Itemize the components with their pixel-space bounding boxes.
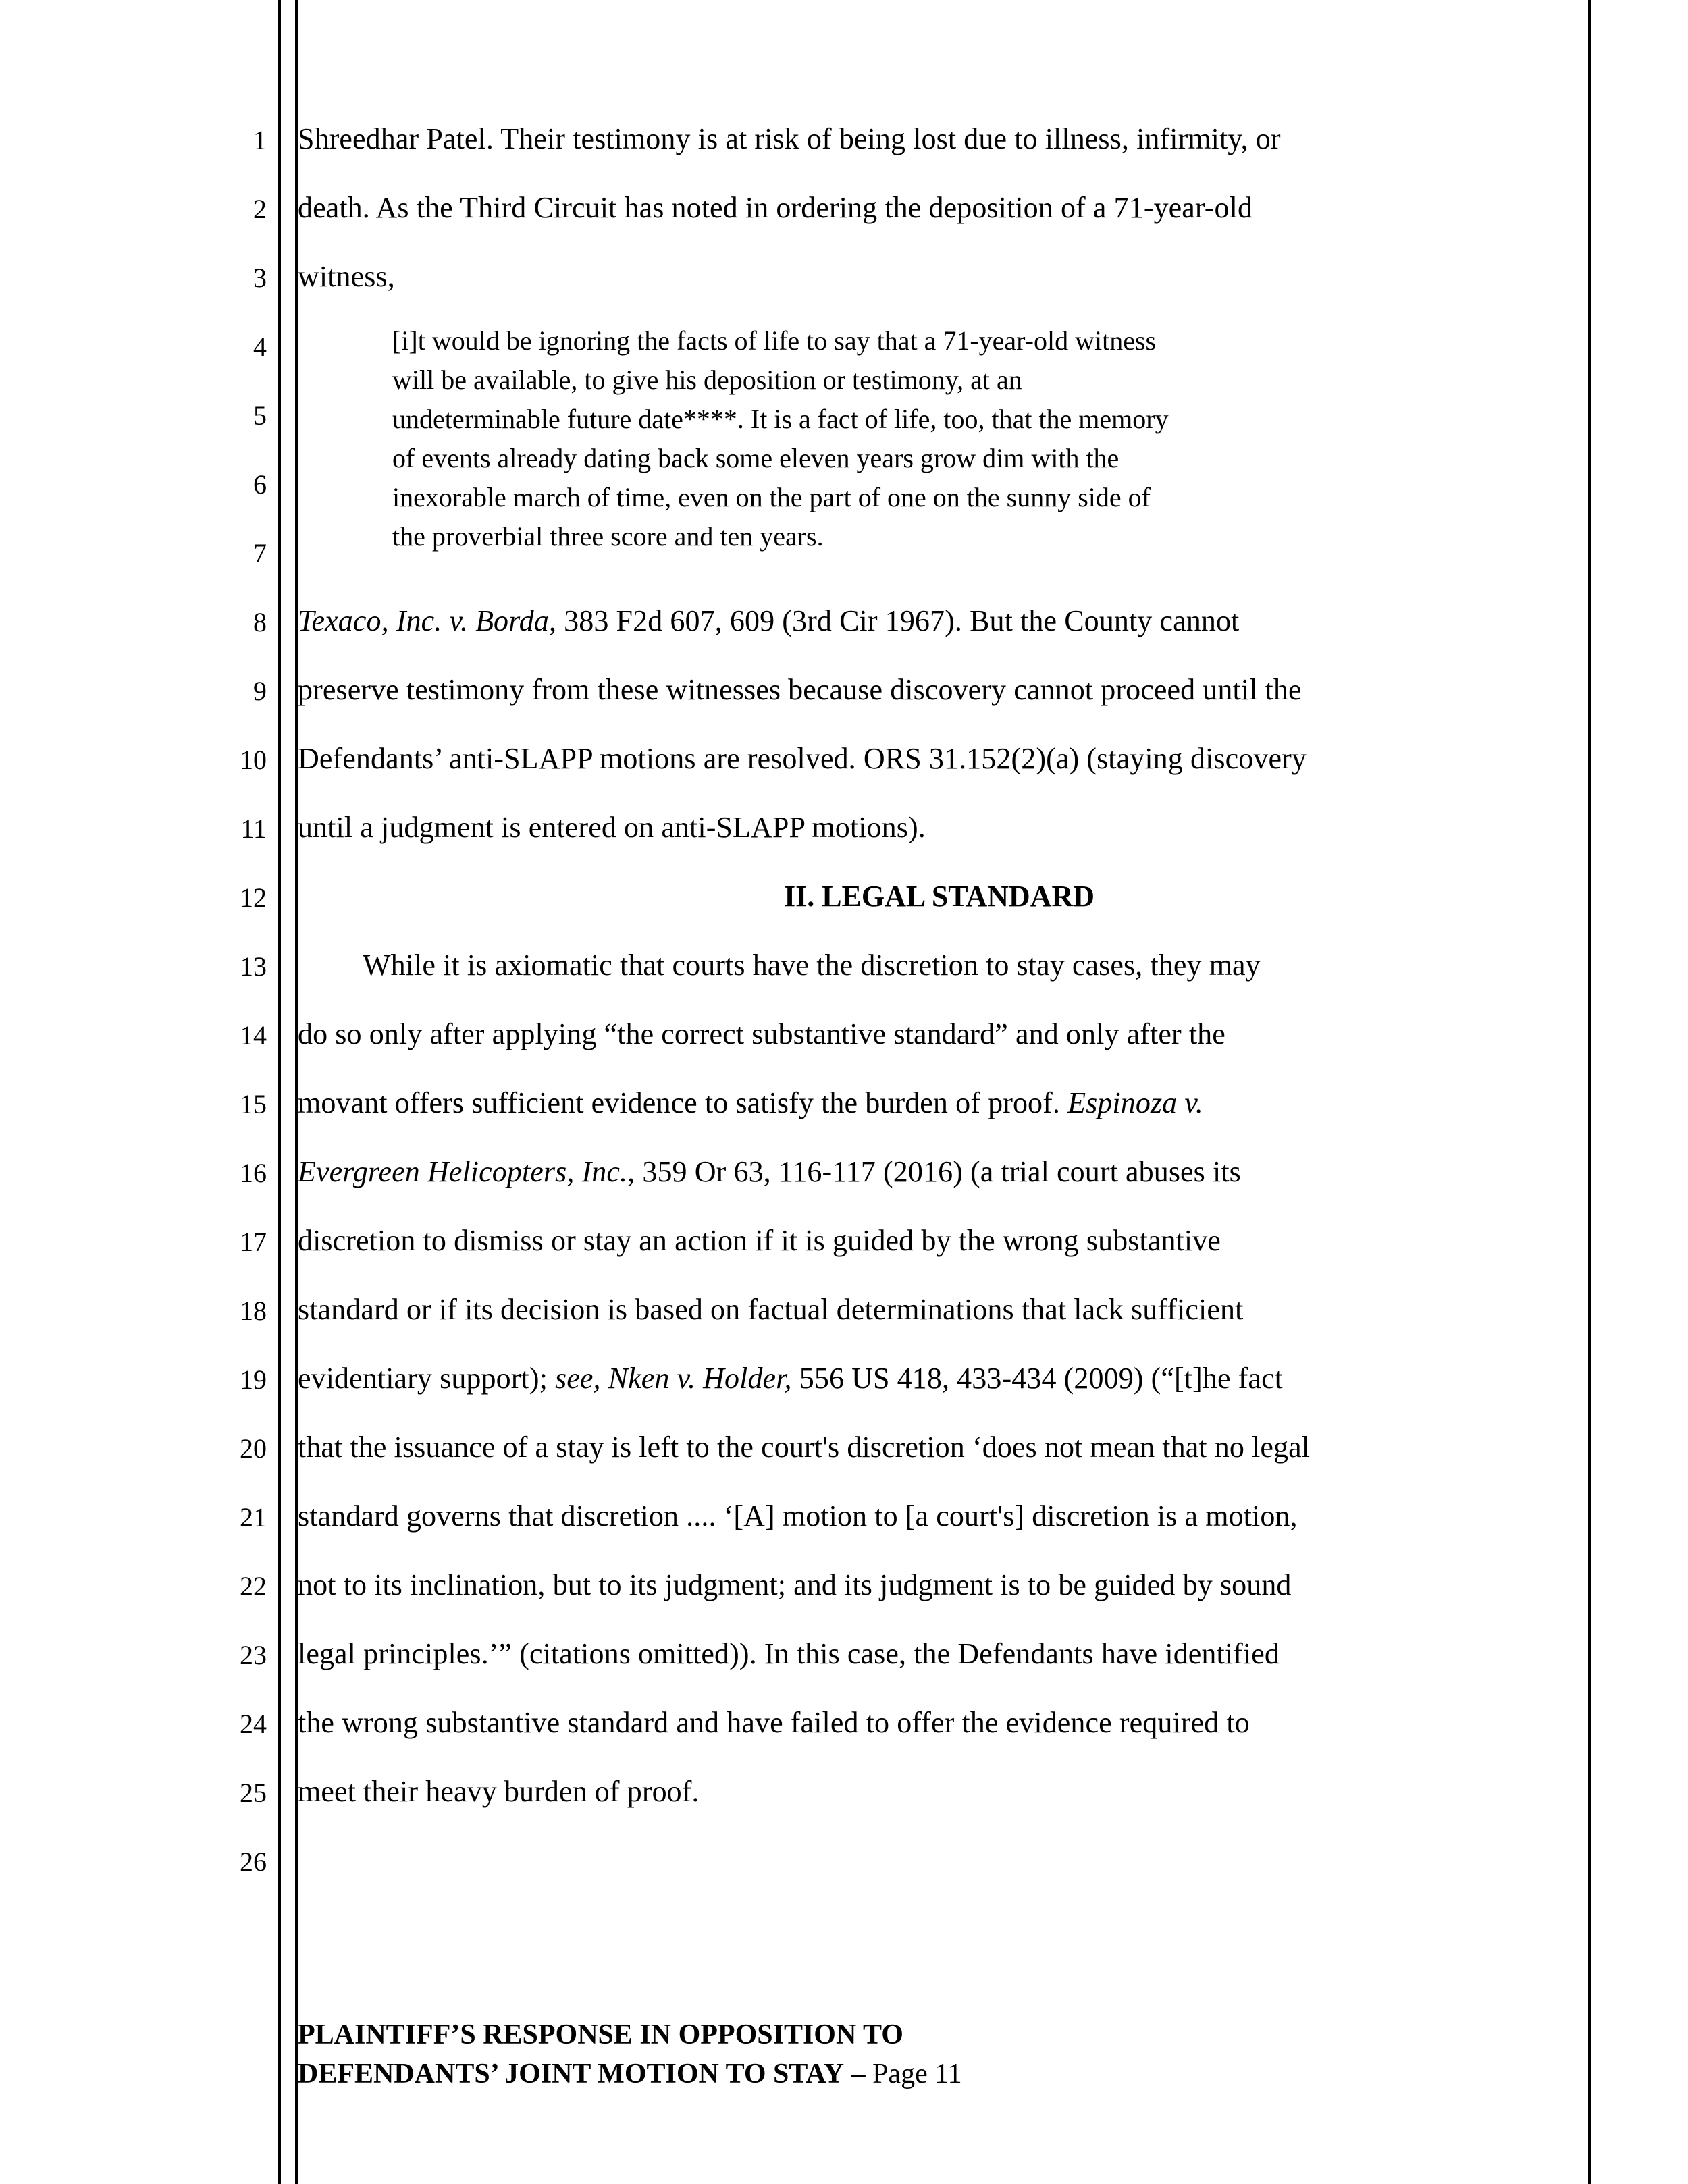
line-number: 18: [240, 1296, 267, 1326]
body-line-19-rest: 556 US 418, 433-434 (2009) (“[t]he fact: [791, 1362, 1284, 1395]
body-line-1: Shreedhar Patel. Their testimony is at risk of being lost due to illness, infirmity, or: [298, 122, 1281, 155]
line-number: 11: [240, 814, 267, 844]
body-line-16-rest: , 359 Or 63, 116-117 (2016) (a trial court abuses its: [627, 1155, 1241, 1188]
footer-line-2: [298, 2054, 1581, 2094]
line-number: 2: [253, 194, 267, 224]
line-number: 3: [253, 263, 267, 293]
quote-line-2: will be available, to give his deposition or testimony, at an: [392, 365, 1022, 395]
pleading-rule-left-outer: [278, 0, 281, 2184]
body-line-18: standard or if its decision is based on factual determinations that lack sufficient: [298, 1293, 1244, 1326]
body-line-24: the wrong substantive standard and have failed to offer the evidence required to: [298, 1706, 1250, 1739]
line-number: 12: [240, 882, 267, 913]
body-line-15-pre: movant offers sufficient evidence to satisfy the burden of proof.: [298, 1086, 1068, 1119]
body-line-13: While it is axiomatic that courts have the discretion to stay cases, they may: [363, 949, 1261, 982]
body-line-2: death. As the Third Circuit has noted in ordering the deposition of a 71-year-old: [298, 191, 1253, 224]
body-line-17: discretion to dismiss or stay an action if it is guided by the wrong substantive: [298, 1224, 1221, 1257]
footer-line-1: PLAINTIFF’S RESPONSE IN OPPOSITION TO: [298, 2019, 903, 2050]
line-number: 16: [240, 1158, 267, 1188]
quote-line-4: of events already dating back some eleven years grow dim with the: [392, 443, 1119, 473]
pleading-rule-right: [1588, 0, 1591, 2184]
line-number: 6: [253, 469, 267, 500]
line-number: 4: [253, 331, 267, 362]
quote-line-1: [i]t would be ignoring the facts of life to say that a 71-year-old witness: [392, 325, 1157, 356]
body-line-19: [298, 1345, 1581, 1412]
line-number: 5: [253, 400, 267, 431]
line-number: 26: [240, 1846, 267, 1877]
case-citation-espinoza: Espinoza v.: [1067, 1086, 1203, 1119]
quote-line-5: inexorable march of time, even on the part of one on the sunny side of: [392, 482, 1151, 512]
line-number: 14: [240, 1020, 267, 1050]
body-line-3: witness,: [298, 260, 395, 293]
line-number: 22: [240, 1571, 267, 1601]
body-line-11: until a judgment is entered on anti-SLAPP motions).: [298, 811, 926, 844]
line-number: 7: [253, 538, 267, 568]
line-number: 21: [240, 1502, 267, 1533]
case-citation-texaco: Texaco, Inc. v. Borda: [298, 604, 549, 637]
quote-line-6: the proverbial three score and ten years.: [392, 521, 824, 552]
footer-title: DEFENDANTS’ JOINT MOTION TO STAY: [298, 2058, 845, 2089]
case-citation-evergreen: Evergreen Helicopters, Inc.: [298, 1155, 628, 1188]
body-line-20: that the issuance of a stay is left to the court's discretion ‘does not mean that no legal: [298, 1431, 1311, 1464]
line-number: 20: [240, 1433, 267, 1464]
block-quotation: [392, 321, 1479, 556]
line-number: 23: [240, 1640, 267, 1670]
line-number: 25: [240, 1778, 267, 1808]
body-line-25: meet their heavy burden of proof.: [298, 1775, 700, 1808]
line-number: 17: [240, 1227, 267, 1257]
footer-caption: [298, 2015, 1581, 2094]
line-number: 8: [253, 607, 267, 637]
line-number: 9: [253, 676, 267, 706]
footer-page-label: – Page 11: [844, 2058, 962, 2089]
line-number: 10: [240, 745, 267, 775]
body-line-8: [298, 587, 1581, 655]
line-number: 13: [240, 951, 267, 982]
body-line-22: not to its inclination, but to its judgment; and its judgment is to be guided by sound: [298, 1568, 1292, 1601]
quote-line-3: undeterminable future date****. It is a fact of life, too, that the memory: [392, 404, 1169, 434]
body-line-8-rest: , 383 F2d 607, 609 (3rd Cir 1967). But the County cannot: [548, 604, 1240, 637]
body-line-16: [298, 1138, 1581, 1206]
body-line-21: standard governs that discretion .... ‘[A] motion to [a court's] discretion is a motion,: [298, 1499, 1298, 1533]
line-number: 24: [240, 1709, 267, 1739]
body-line-19-pre: evidentiary support);: [298, 1362, 555, 1395]
body-line-14: do so only after applying “the correct substantive standard” and only after the: [298, 1017, 1225, 1050]
body-line-15: [298, 1069, 1581, 1137]
body-line-10: Defendants’ anti-SLAPP motions are resolved. ORS 31.152(2)(a) (staying discovery: [298, 742, 1307, 775]
line-number: 15: [240, 1089, 267, 1119]
case-citation-nken: see, Nken v. Holder,: [555, 1362, 792, 1395]
body-line-23: legal principles.’” (citations omitted)). In this case, the Defendants have identified: [298, 1637, 1280, 1670]
document-body: [298, 0, 1584, 2184]
section-heading-legal-standard: II. LEGAL STANDARD: [783, 880, 1095, 913]
line-number-gutter: [203, 0, 267, 2184]
body-line-9: preserve testimony from these witnesses because discovery cannot proceed until the: [298, 673, 1302, 706]
line-number: 1: [253, 125, 267, 155]
line-number: 19: [240, 1364, 267, 1395]
